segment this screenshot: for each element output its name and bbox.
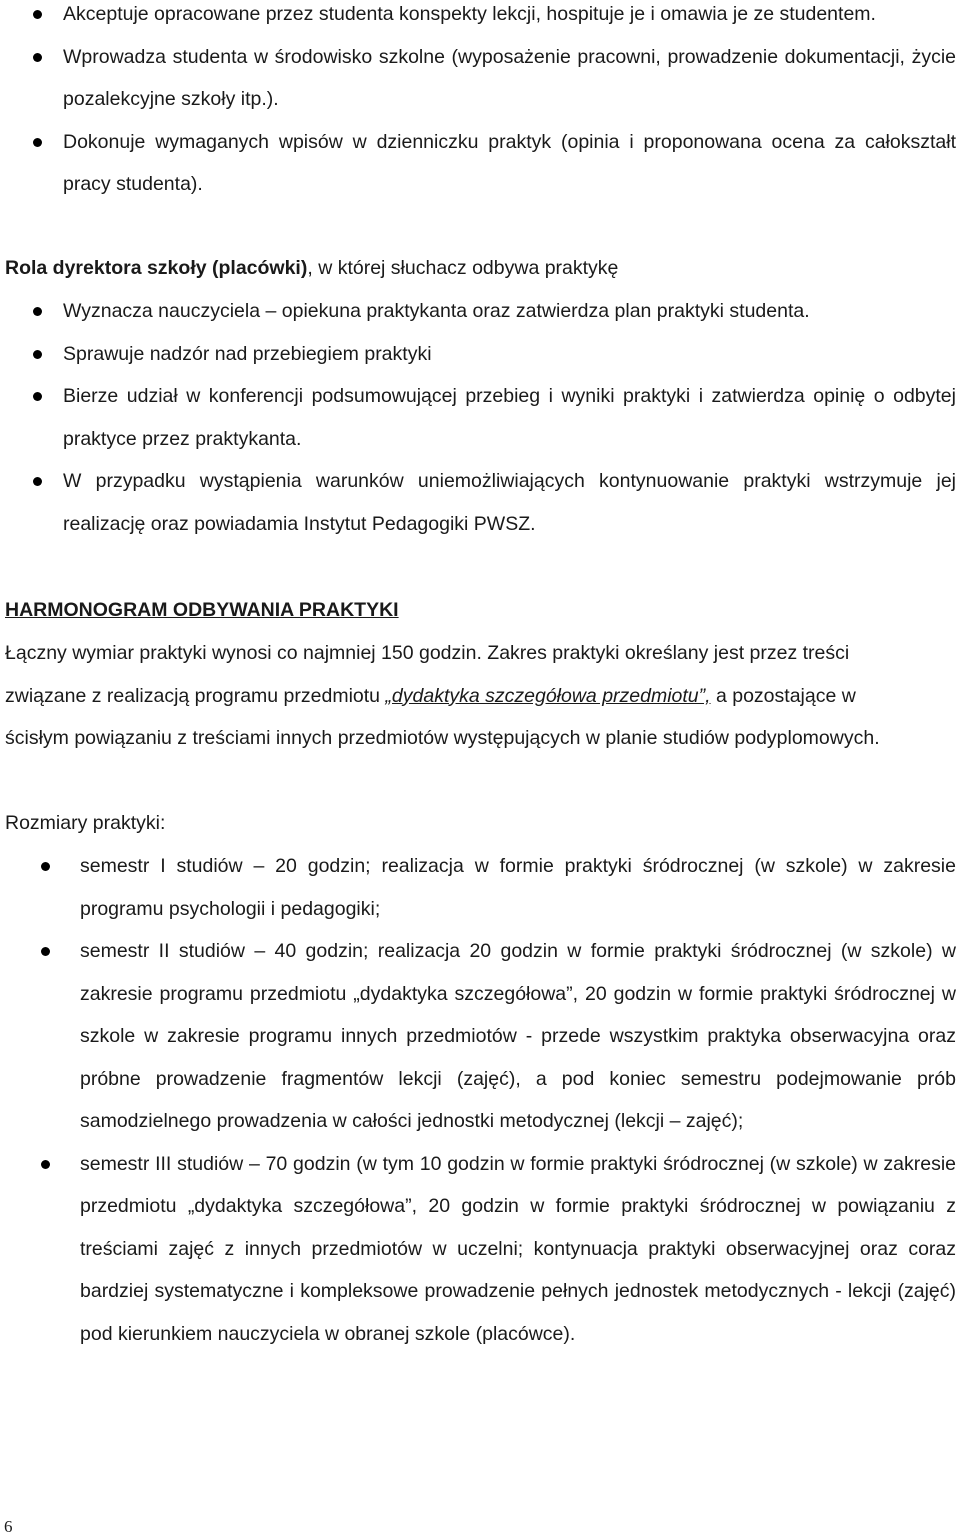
list-item: Dokonuje wymaganych wpisów w dzienniczku praktyk (opinia i proponowana ocena za całokształt pracy studenta). xyxy=(63,121,956,206)
rola-heading xyxy=(5,247,955,290)
rola-heading-rest: , w której słuchacz odbywa praktykę xyxy=(307,257,619,279)
section-heading: HARMONOGRAM ODBYWANIA PRAKTYKI xyxy=(5,599,399,621)
list-item: semestr I studiów – 20 godzin; realizacja w formie praktyki śródrocznej (w szkole) w zakresie programu psychologii i pedagogiki; xyxy=(80,845,956,930)
page-number: 6 xyxy=(4,1517,13,1536)
semestry-bullet-list xyxy=(80,845,956,1355)
rola-heading-bold: Rola dyrektora szkoły (placówki) xyxy=(5,257,308,279)
intro-bullet-list xyxy=(63,0,956,206)
list-item: Wprowadza studenta w środowisko szkolne (wyposażenie pracowni, prowadzenie dokumentacji, życie pozalekcyjne szkoły itp.). xyxy=(63,36,956,121)
list-item: semestr II studiów – 40 godzin; realizacja 20 godzin w formie praktyki śródrocznej (w szkole) w zakresie programu przedmiotu „dydaktyka szczegółowa”, 20 godzin w formie praktyki śródrocznej w szkole w zakresie programu innych przedmiotów - przede wszystkim praktyka obserwacyjna oraz próbne prowadzenie fragmentów lekcji (zajęć), a pod koniec semestru podejmowanie prób samodzielnego prowadzenia w całości jednostki metodycznej (lekcji – zajęć); xyxy=(80,930,956,1143)
rozmiary-label: Rozmiary praktyki: xyxy=(5,812,166,834)
paragraph-emphasis: „dydaktyka szczegółowa przedmiotu”, xyxy=(385,684,711,707)
list-item: semestr III studiów – 70 godzin (w tym 10 godzin w formie praktyki śródrocznej (w szkole) w zakresie przedmiotu „dydaktyka szczegółowa”, 20 godzin w formie praktyki śródrocznej w powiązaniu z treściami zajęć z innych przedmiotów w uczelni; kontynuacja praktyki obserwacyjnej oraz coraz bardziej systematyczne i kompleksowe prowadzenie pełnych jednostek metodycznych - lekcji (zajęć) pod kierunkiem nauczyciela w obranej szkole (placówce). xyxy=(80,1143,956,1356)
list-item: W przypadku wystąpienia warunków uniemożliwiających kontynuowanie praktyki wstrzymuje jej realizację oraz powiadamia Instytut Pedagogiki PWSZ. xyxy=(63,460,956,545)
list-item: Akceptuje opracowane przez studenta konspekty lekcji, hospituje je i omawia je ze studentem. xyxy=(63,0,956,36)
rola-bullet-list xyxy=(63,290,956,545)
list-item: Sprawuje nadzór nad przebiegiem praktyki xyxy=(63,333,956,376)
list-item: Wyznacza nauczyciela – opiekuna praktykanta oraz zatwierdza plan praktyki studenta. xyxy=(63,290,956,333)
paragraph-text: Łączny wymiar praktyki wynosi co najmniej 150 godzin. Zakres praktyki określany jest przez treści związane z realizacją programu przedmiotu xyxy=(5,642,850,707)
paragraph-text: a pozostające w ścisłym powiązaniu z treściami innych przedmiotów występujących w planie studiów podyplomowych. xyxy=(5,684,880,749)
list-item: Bierze udział w konferencji podsumowującej przebieg i wyniki praktyki i zatwierdza opinię o odbytej praktyce przez praktykanta. xyxy=(63,375,956,460)
harmonogram-paragraph xyxy=(5,632,925,760)
